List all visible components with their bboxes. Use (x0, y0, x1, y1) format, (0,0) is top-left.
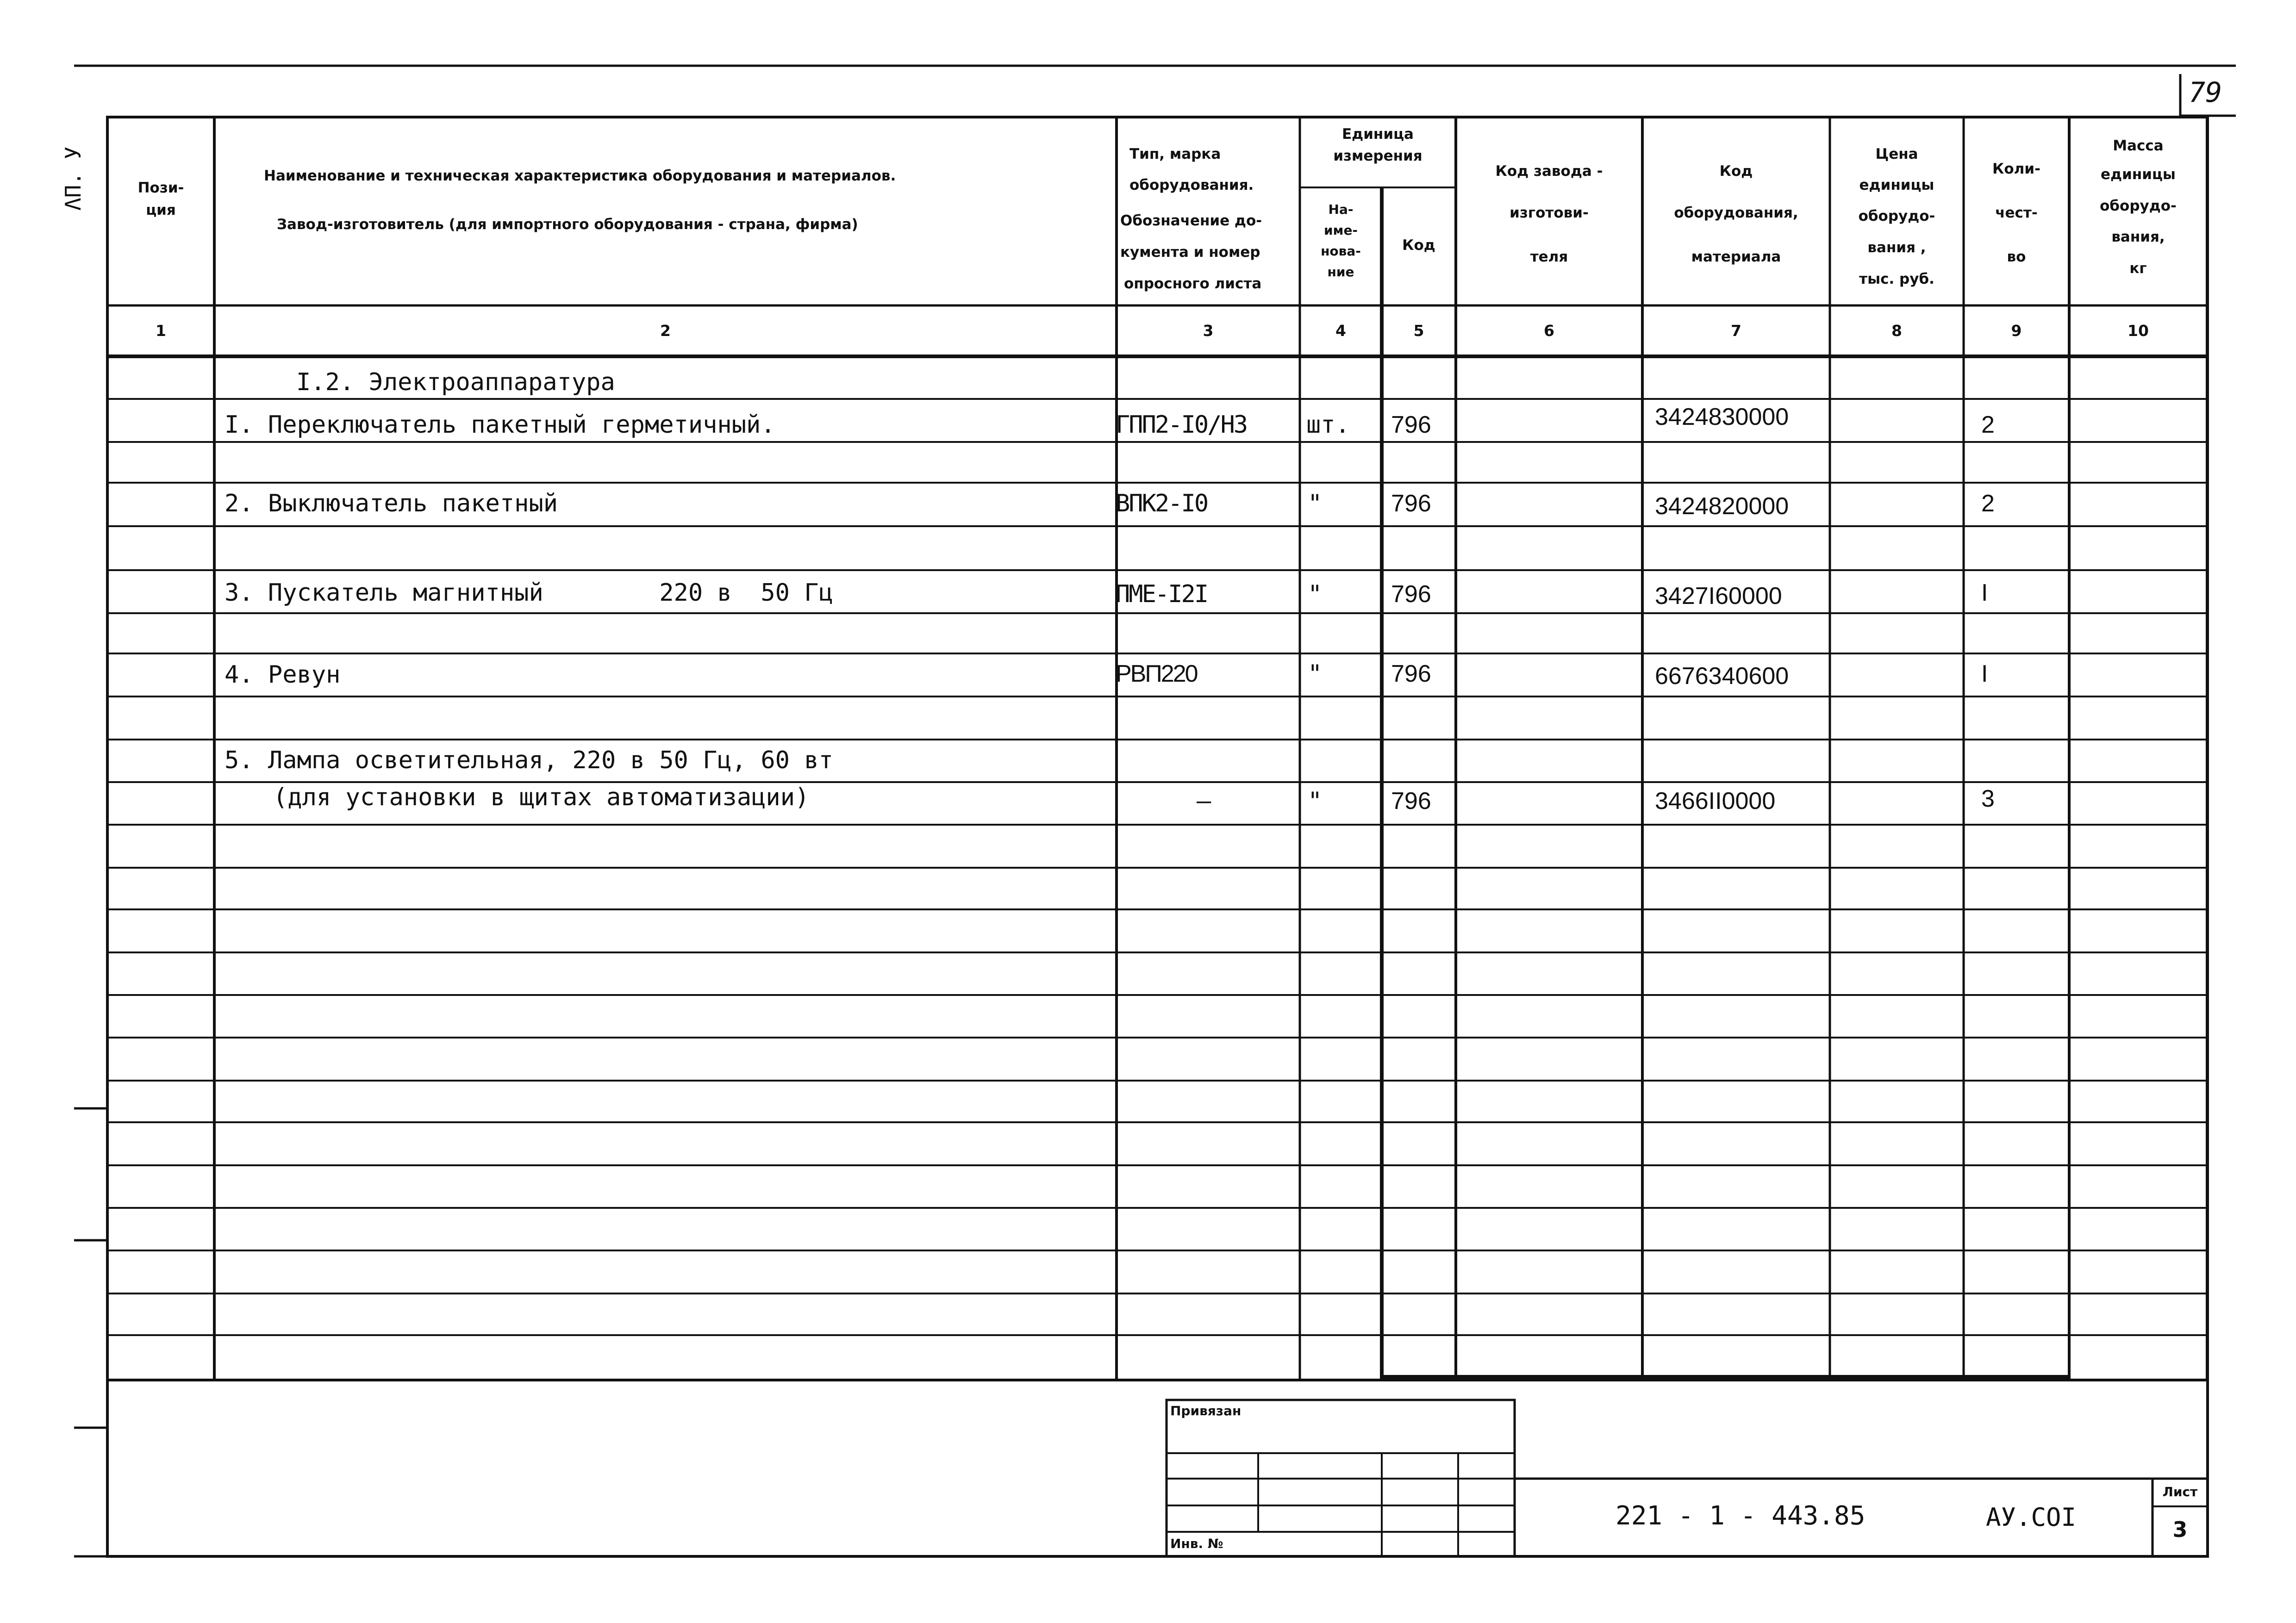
col-number-8: 8 (1891, 322, 1902, 340)
col-header-mass-1: Масса (2113, 137, 2164, 154)
col-header-code-1: Код (1719, 163, 1753, 180)
item-type: ПМЕ-I2I (1116, 580, 1208, 608)
col-number-2: 2 (660, 322, 671, 340)
col-header-factory-2: изготови- (1510, 205, 1589, 221)
item-material-code: 3424820000 (1655, 493, 1789, 520)
sheet-label: Лист (2162, 1484, 2198, 1499)
col-header-type-1: Тип, марка (1129, 146, 1221, 162)
col-number-7: 7 (1731, 322, 1741, 340)
item-qty: I (1981, 579, 1988, 606)
item-qty: I (1981, 660, 1988, 687)
col-header-factory-1: Код завода - (1495, 163, 1603, 180)
col-number-5: 5 (1413, 322, 1424, 340)
col-header-qty-3: во (2007, 249, 2026, 265)
col-header-mass-3: оборудо- (2100, 198, 2177, 214)
col-header-factory-3: теля (1530, 249, 1568, 265)
sheet-number-top: 79 (2189, 76, 2222, 109)
item-name: I. Переключатель пакетный герметичный. (225, 411, 775, 439)
item-unit: " (1308, 660, 1323, 688)
document-number: 221 - 1 - 443.85 (1616, 1501, 1866, 1531)
col-header-unit-name: На- име- нова- ние (1321, 202, 1361, 280)
col-header-mass-2: единицы (2101, 166, 2176, 183)
col-header-price-3: оборудо- (1858, 208, 1935, 224)
col-header-price-2: единицы (1859, 177, 1934, 193)
col-header-name: Наименование и техническая характеристика оборудования и материалов. (264, 168, 896, 184)
stamp-inventory: Инв. № (1170, 1536, 1223, 1551)
col-header-price-5: тыс. руб. (1859, 271, 1934, 287)
col-header-qty-2: чест- (1995, 205, 2038, 221)
item-unit-code: 796 (1391, 788, 1431, 815)
item-unit: шт. (1306, 411, 1350, 439)
item-name: 4. Ревун (225, 661, 341, 689)
col-header-position: Пози- ция (137, 180, 184, 218)
item-type: ВПК2-I0 (1116, 490, 1208, 517)
margin-note: ΛΠ. У (61, 146, 86, 211)
document-code: АУ.СОI (1986, 1503, 2077, 1532)
item-name-continued: (для установки в щитах автоматизации) (273, 784, 810, 811)
col-number-4: 4 (1335, 322, 1346, 340)
col-number-10: 10 (2128, 322, 2149, 340)
item-type: – (1197, 787, 1211, 815)
col-number-1: 1 (156, 322, 166, 340)
col-header-name-line2: Завод-изготовитель (для импортного оборудования - страна, фирма) (277, 216, 858, 233)
item-name: 5. Лампа осветительная, 220 в 50 Гц, 60 вт (225, 746, 833, 774)
stamp-privyazan: Привязан (1170, 1403, 1242, 1418)
col-number-3: 3 (1203, 322, 1214, 340)
item-unit-code: 796 (1391, 411, 1431, 438)
item-material-code: 3427I60000 (1655, 583, 1782, 609)
col-header-type-3: Обозначение до- (1120, 212, 1262, 229)
item-type: ГПП2-I0/НЗ (1116, 411, 1247, 439)
col-number-6: 6 (1544, 322, 1554, 340)
col-header-qty-1: Коли- (1992, 161, 2040, 177)
item-qty: 3 (1981, 785, 1995, 812)
item-qty: 2 (1981, 490, 1995, 517)
item-material-code: 3424830000 (1655, 404, 1789, 430)
item-material-code: 3466II0000 (1655, 788, 1776, 815)
col-header-code-3: материала (1691, 249, 1781, 265)
col-header-unit-1: Единица (1342, 126, 1414, 143)
item-type: РВП220 (1116, 660, 1197, 687)
section-title: I.2. Электроаппаратура (296, 368, 615, 396)
item-name: 3. Пускатель магнитный 220 в 50 Гц (225, 579, 833, 607)
col-header-unit-code: Код (1402, 237, 1435, 254)
col-number-9: 9 (2011, 322, 2022, 340)
col-header-type-4: кумента и номер (1120, 244, 1260, 261)
item-unit: " (1308, 490, 1323, 517)
item-unit-code: 796 (1391, 490, 1431, 517)
item-unit: " (1308, 787, 1323, 815)
col-header-mass-4: вания, (2111, 229, 2165, 245)
sheet-value: 3 (2172, 1517, 2188, 1542)
item-qty: 2 (1981, 411, 1995, 438)
col-header-code-2: оборудования, (1674, 205, 1798, 221)
col-header-price-4: вания , (1867, 239, 1926, 256)
col-header-unit-2: измерения (1333, 148, 1423, 164)
item-material-code: 6676340600 (1655, 663, 1789, 690)
item-name: 2. Выключатель пакетный (225, 490, 558, 517)
item-unit-code: 796 (1391, 660, 1431, 687)
col-header-price-1: Цена (1875, 146, 1918, 162)
item-unit-code: 796 (1391, 581, 1431, 608)
col-header-type-2: оборудования. (1129, 177, 1254, 193)
item-unit: " (1308, 580, 1323, 608)
col-header-type-5: опросного листа (1124, 275, 1262, 292)
col-header-mass-5: кг (2129, 260, 2147, 277)
